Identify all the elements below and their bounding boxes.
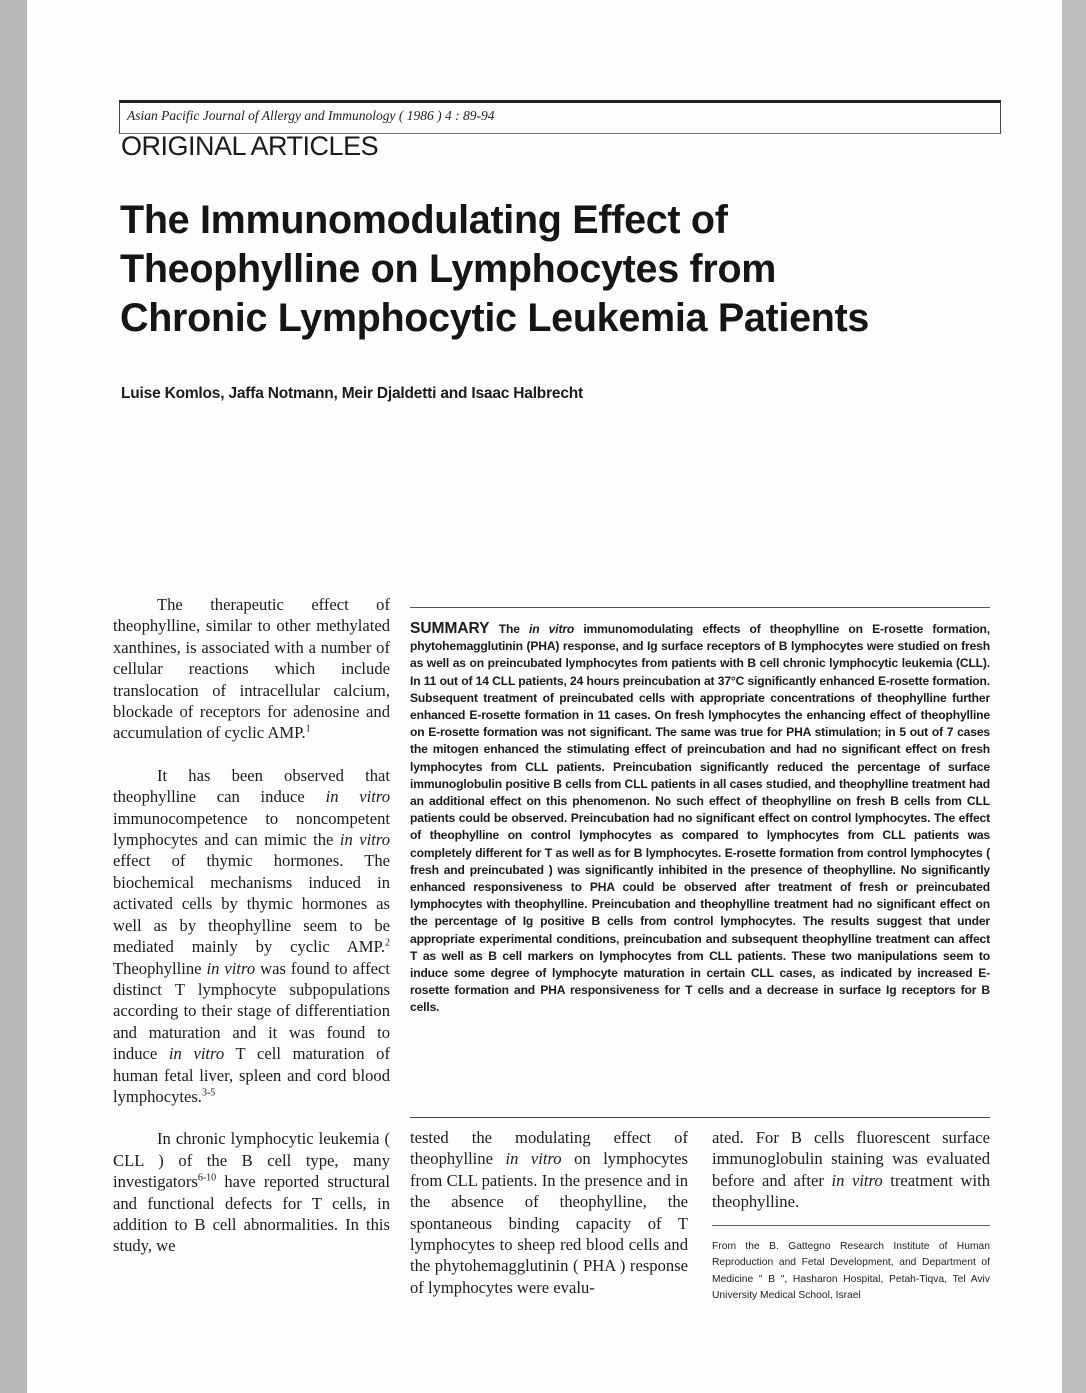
text-run: Theophylline — [113, 958, 207, 978]
text-run: ated. For B cells fluorescent surface immunoglobulin staining was evaluated before and after — [712, 1128, 990, 1190]
text-run: treatment with theophylline. — [712, 1170, 990, 1212]
body-paragraph — [410, 1127, 688, 1298]
italic-term: in vitro — [529, 622, 575, 636]
section-heading: ORIGINAL ARTICLES — [121, 131, 379, 161]
title-line: Chronic Lymphocytic Leukemia Patients — [120, 296, 870, 340]
text-run: T cell maturation of human fetal liver, spleen and cord blood lymphocytes. — [113, 1044, 390, 1106]
footnote-rule — [712, 1225, 990, 1226]
italic-term: in vitro — [505, 1149, 562, 1169]
body-paragraph — [113, 1128, 390, 1256]
citation-ref: 3-5 — [201, 1087, 216, 1099]
journal-header — [119, 100, 1001, 134]
citation-ref: 1 — [305, 723, 311, 735]
body-paragraph — [113, 765, 390, 1108]
italic-term: in vitro — [168, 1044, 225, 1064]
article-title — [120, 196, 1020, 343]
text-run: have reported structural and functional defects for T cells, in addition to B cell abnormalities. In this study, we — [113, 1172, 390, 1256]
affiliation-footnote: From the B. Gattegno Research Institute of Human Reproduction and Fetal Development, and Department of Medicine " B ", Hasharon Hospital, Petah-Tiqva, Tel Aviv University Medical School, Israel — [712, 1241, 990, 1301]
body-paragraph — [113, 594, 390, 744]
text-run: was found to affect distinct T lymphocyte subpopulations according to their stage of differentiation and maturation and it was found to induce — [113, 958, 390, 1064]
text-run: on lymphocytes from CLL patients. In the presence and in the absence of theophylline, the spontaneous binding capacity of T lymphocytes to sheep red blood cells and the phytohemagglutinin ( PHA ) response of lymphocytes were evalu- — [410, 1149, 688, 1297]
scan-margin-left — [0, 0, 27, 1393]
body-column-middle — [410, 1127, 688, 1298]
title-line: The Immunomodulating Effect of — [120, 198, 728, 242]
body-column-left — [113, 594, 390, 1257]
summary-label: SUMMARY — [410, 620, 490, 637]
italic-term: in vitro — [339, 830, 391, 850]
text-run: immunomodulating effects of theophylline on E-rosette formation, phytohemagglutinin (PHA) response, and Ig surface receptors of B lymphocytes were studied on fresh as well as on preincubated lymphocytes from patients with B cell chronic lymphocytic leukemia (CLL). In 11 out of 14 CLL patients, 24 hours preincubation at 37°C significantly enhanced E-rosette formation. Subsequent treatment of preincubated cells with appropriate concentrations of theophylline further enhanced E-rosette formation in 11 cases. On fresh lymphocytes the enhancing effect of theophylline on E-rosette formation was not significant. The same was true for PHA stimulation; in 5 out of 7 cases the mitogen enhanced the stimulating effect of preincubation and had no significant effect on fresh lymphocytes from CLL patients. Preincubation significantly reduced the percentage of surface immunoglobulin positive B cells from CLL patients in all cases studied, and theophylline treatment had an additional effect on this phenomenon. No such effect of theophylline on fresh B cells from CLL patients could be observed. Preincubation had no significant effect on control lymphocytes. The effect of theophylline on control lymphocytes as compared to lymphocytes from CLL patients was completely different for T as well as for B lymphocytes. E-rosette formation from control lymphocytes ( fresh and preincubated ) was significantly inhibited in the presence of theophylline. No significantly enhanced responsiveness to PHA could be observed after treatment of fresh or preincubated lymphocytes with theophylline. Preincubation and theophylline treatment had no significant effect on the percentage of Ig positive B cells from control lymphocytes. The results suggest that under appropriate experimental conditions, preincubation and subsequent theophylline treatment can affect T as well as B cell markers on lymphocytes from CLL patients. These two manipulations seem to induce some degree of lymphocyte maturation in certain CLL cases, as indicated by increased E-rosette formation and PHA responsiveness for T cells and a decrease in surface Ig receptors for B cells. — [410, 622, 991, 1015]
text-run: In chronic lymphocytic leukemia ( CLL ) of the B cell type, many investigators — [113, 1129, 390, 1192]
body-column-right — [712, 1127, 990, 1213]
text-run: The — [498, 622, 529, 636]
body-paragraph — [712, 1127, 990, 1213]
italic-term: in vitro — [831, 1170, 883, 1190]
text-run: It has been observed that theophylline can induce — [113, 765, 390, 807]
text-run: immunocompetence to noncompetent lymphocytes and can mimic the — [113, 808, 390, 850]
text-run: tested the modulating effect of theophylline — [410, 1128, 688, 1169]
italic-term: in vitro — [206, 958, 256, 978]
author-list: Luise Komlos, Jaffa Notmann, Meir Djaldetti and Isaac Halbrecht — [121, 385, 583, 402]
text-run: effect of thymic hormones. The biochemical mechanisms induced in activated cells by thymic hormones as well as by theophylline seem to be mediated mainly by cyclic AMP. — [113, 851, 390, 957]
summary-bottom-rule — [410, 1117, 990, 1118]
journal-citation: Asian Pacific Journal of Allergy and Immunology ( 1986 ) 4 : 89-94 — [127, 108, 495, 123]
title-line: Theophylline on Lymphocytes from — [120, 247, 777, 291]
summary-top-rule — [410, 607, 990, 608]
scan-margin-right — [1062, 0, 1086, 1393]
citation-ref: 6-10 — [197, 1172, 217, 1184]
summary-abstract — [410, 620, 990, 1017]
italic-term: in vitro — [325, 787, 390, 807]
text-run: The therapeutic effect of theophylline, similar to other methylated xanthines, is associated with a number of cellular reactions which include translocation of intracellular calcium, blockade of receptors for adenosine and accumulation of cyclic AMP. — [113, 595, 390, 743]
citation-ref: 2 — [385, 937, 390, 949]
